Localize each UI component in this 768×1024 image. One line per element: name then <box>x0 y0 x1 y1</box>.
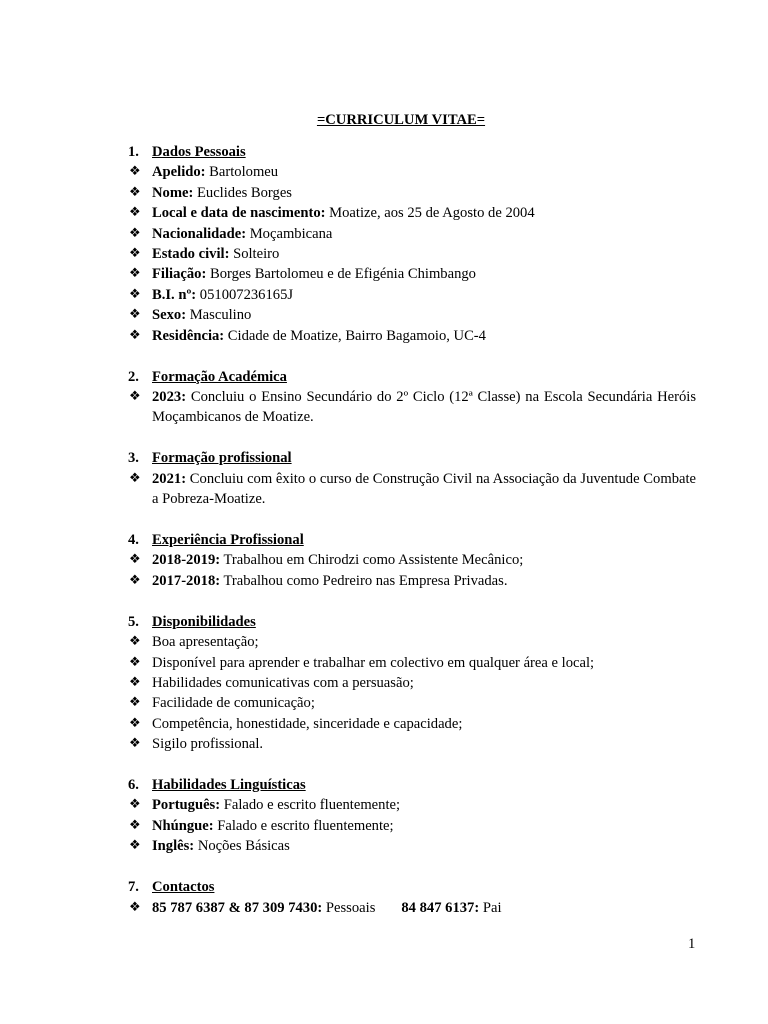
list-item <box>128 653 696 673</box>
list-item <box>128 632 696 652</box>
item-text: Disponível para aprender e trabalhar em colectivo em qualquer área e local; <box>152 654 595 671</box>
item-label: Português: <box>152 797 221 814</box>
item-label: B.I. nº: <box>152 286 197 303</box>
item-label: Apelido: <box>152 164 206 181</box>
cv-section-5 <box>128 612 696 755</box>
section-number: 1. <box>128 144 139 160</box>
bullet-diamond-icon: ❖ <box>129 797 141 813</box>
item-text: Falado e escrito fluentemente; <box>213 817 394 834</box>
bullet-diamond-icon: ❖ <box>129 266 141 282</box>
item-text: Boa apresentação; <box>152 634 259 651</box>
bullet-diamond-icon: ❖ <box>129 246 141 262</box>
list-item <box>128 224 696 244</box>
list-item <box>128 244 696 264</box>
item-text: Sigilo profissional. <box>152 736 264 753</box>
list-item <box>128 795 696 815</box>
item-text: Euclides Borges <box>193 184 292 201</box>
cv-content <box>128 142 696 939</box>
contact-personal-numbers: 85 787 6387 & 87 309 7430: <box>152 899 323 916</box>
bullet-diamond-icon: ❖ <box>129 388 141 404</box>
list-item <box>128 305 696 325</box>
item-text: Moatize, aos 25 de Agosto de 2004 <box>325 205 535 222</box>
section-heading: Disponibilidades <box>152 613 256 630</box>
item-text: Concluiu o Ensino Secundário do 2º Ciclo (12ª Classe) na Escola Secundária Heróis Moçambicanos de Moatize. <box>152 388 696 426</box>
item-label: Estado civil: <box>152 246 230 263</box>
item-label: 2021: <box>152 470 187 487</box>
item-label: Inglês: <box>152 838 195 855</box>
item-text: Competência, honestidade, sinceridade e capacidade; <box>152 715 463 732</box>
item-label: 2023: <box>152 388 187 405</box>
page-number: 1 <box>688 936 696 952</box>
section-number: 5. <box>128 613 139 630</box>
bullet-diamond-icon: ❖ <box>129 184 141 200</box>
bullet-diamond-icon: ❖ <box>129 838 141 854</box>
section-number: 6. <box>128 777 139 794</box>
bullet-diamond-icon: ❖ <box>129 674 141 690</box>
cv-section-7 <box>128 877 696 918</box>
list-item <box>128 326 696 346</box>
bullet-diamond-icon: ❖ <box>129 552 141 568</box>
item-text: Habilidades comunicativas com a persuasão; <box>152 674 414 691</box>
list-item <box>128 469 696 510</box>
list-item <box>128 550 696 570</box>
section-heading-line <box>128 448 696 468</box>
cv-section-6 <box>128 775 696 857</box>
item-label: 2017-2018: <box>152 572 221 589</box>
item-text: Noções Básicas <box>194 838 290 855</box>
bullet-diamond-icon: ❖ <box>129 572 141 588</box>
item-label: Nhúngue: <box>152 817 214 834</box>
bullet-diamond-icon: ❖ <box>129 164 141 180</box>
list-item <box>128 387 696 428</box>
item-text: Facilidade de comunicação; <box>152 695 315 712</box>
section-number: 4. <box>128 532 139 548</box>
section-heading-line <box>128 612 696 632</box>
cv-section-2 <box>128 367 696 428</box>
bullet-diamond-icon: ❖ <box>129 225 141 241</box>
section-heading: Experiência Profissional <box>152 532 304 548</box>
list-item <box>128 836 696 856</box>
bullet-diamond-icon: ❖ <box>129 695 141 711</box>
item-text: Borges Bartolomeu e de Efigénia Chimbango <box>206 266 476 283</box>
list-item <box>128 673 696 693</box>
bullet-diamond-icon: ❖ <box>129 205 141 221</box>
section-heading: Habilidades Linguísticas <box>152 777 306 794</box>
cv-section-1 <box>128 142 696 346</box>
bullet-diamond-icon: ❖ <box>129 715 141 731</box>
section-heading: Contactos <box>152 879 215 896</box>
list-item <box>128 571 696 591</box>
list-item <box>128 203 696 223</box>
contact-father-number: 84 847 6137: <box>401 899 480 916</box>
list-item <box>128 285 696 305</box>
section-number: 3. <box>128 450 139 467</box>
item-label: Residência: <box>152 327 225 344</box>
list-item <box>128 162 696 182</box>
section-heading-line <box>128 877 696 897</box>
section-number: 7. <box>128 879 139 896</box>
section-heading-line <box>128 530 696 550</box>
item-label: Local e data de nascimento: <box>152 205 326 222</box>
list-item <box>128 693 696 713</box>
item-label: Filiação: <box>152 266 207 283</box>
item-text: Trabalhou como Pedreiro nas Empresa Privadas. <box>220 572 508 589</box>
contact-personal-text: Pessoais <box>322 899 376 916</box>
item-text: Concluiu com êxito o curso de Construção Civil na Associação da Juventude Combate a Pobreza-Moatize. <box>152 470 696 508</box>
item-text: Bartolomeu <box>205 164 279 181</box>
section-heading: Formação profissional <box>152 450 292 467</box>
list-item <box>128 816 696 836</box>
item-text: Trabalhou em Chirodzi como Assistente Mecânico; <box>220 552 524 569</box>
item-label: 2018-2019: <box>152 552 221 569</box>
item-text: Cidade de Moatize, Bairro Bagamoio, UC-4 <box>224 327 486 344</box>
bullet-diamond-icon: ❖ <box>129 327 141 343</box>
document-title: =CURRICULUM VITAE= <box>316 112 486 128</box>
list-item <box>128 714 696 734</box>
contact-father-text: Pai <box>479 899 502 916</box>
item-text: Solteiro <box>229 246 280 263</box>
bullet-diamond-icon: ❖ <box>129 736 141 752</box>
list-item <box>128 734 696 754</box>
item-text: Masculino <box>186 307 252 324</box>
section-heading: Dados Pessoais <box>152 144 246 160</box>
cv-section-4 <box>128 530 696 591</box>
bullet-diamond-icon: ❖ <box>129 470 141 486</box>
section-heading-line <box>128 775 696 795</box>
list-item <box>128 183 696 203</box>
contacts-line <box>128 898 696 918</box>
section-heading-line <box>128 142 696 162</box>
item-label: Nacionalidade: <box>152 225 247 242</box>
section-number: 2. <box>128 368 139 385</box>
item-label: Nome: <box>152 184 194 201</box>
item-text: Moçambicana <box>246 225 333 242</box>
bullet-diamond-icon: ❖ <box>129 286 141 302</box>
cv-section-3 <box>128 448 696 509</box>
item-text: Falado e escrito fluentemente; <box>220 797 401 814</box>
list-item <box>128 264 696 284</box>
bullet-diamond-icon: ❖ <box>129 307 141 323</box>
item-text: 051007236165J <box>196 286 294 303</box>
bullet-diamond-icon: ❖ <box>129 634 141 650</box>
item-label: Sexo: <box>152 307 187 324</box>
bullet-diamond-icon: ❖ <box>129 899 141 915</box>
section-heading: Formação Académica <box>152 368 287 385</box>
bullet-diamond-icon: ❖ <box>129 817 141 833</box>
section-heading-line <box>128 367 696 387</box>
bullet-diamond-icon: ❖ <box>129 654 141 670</box>
